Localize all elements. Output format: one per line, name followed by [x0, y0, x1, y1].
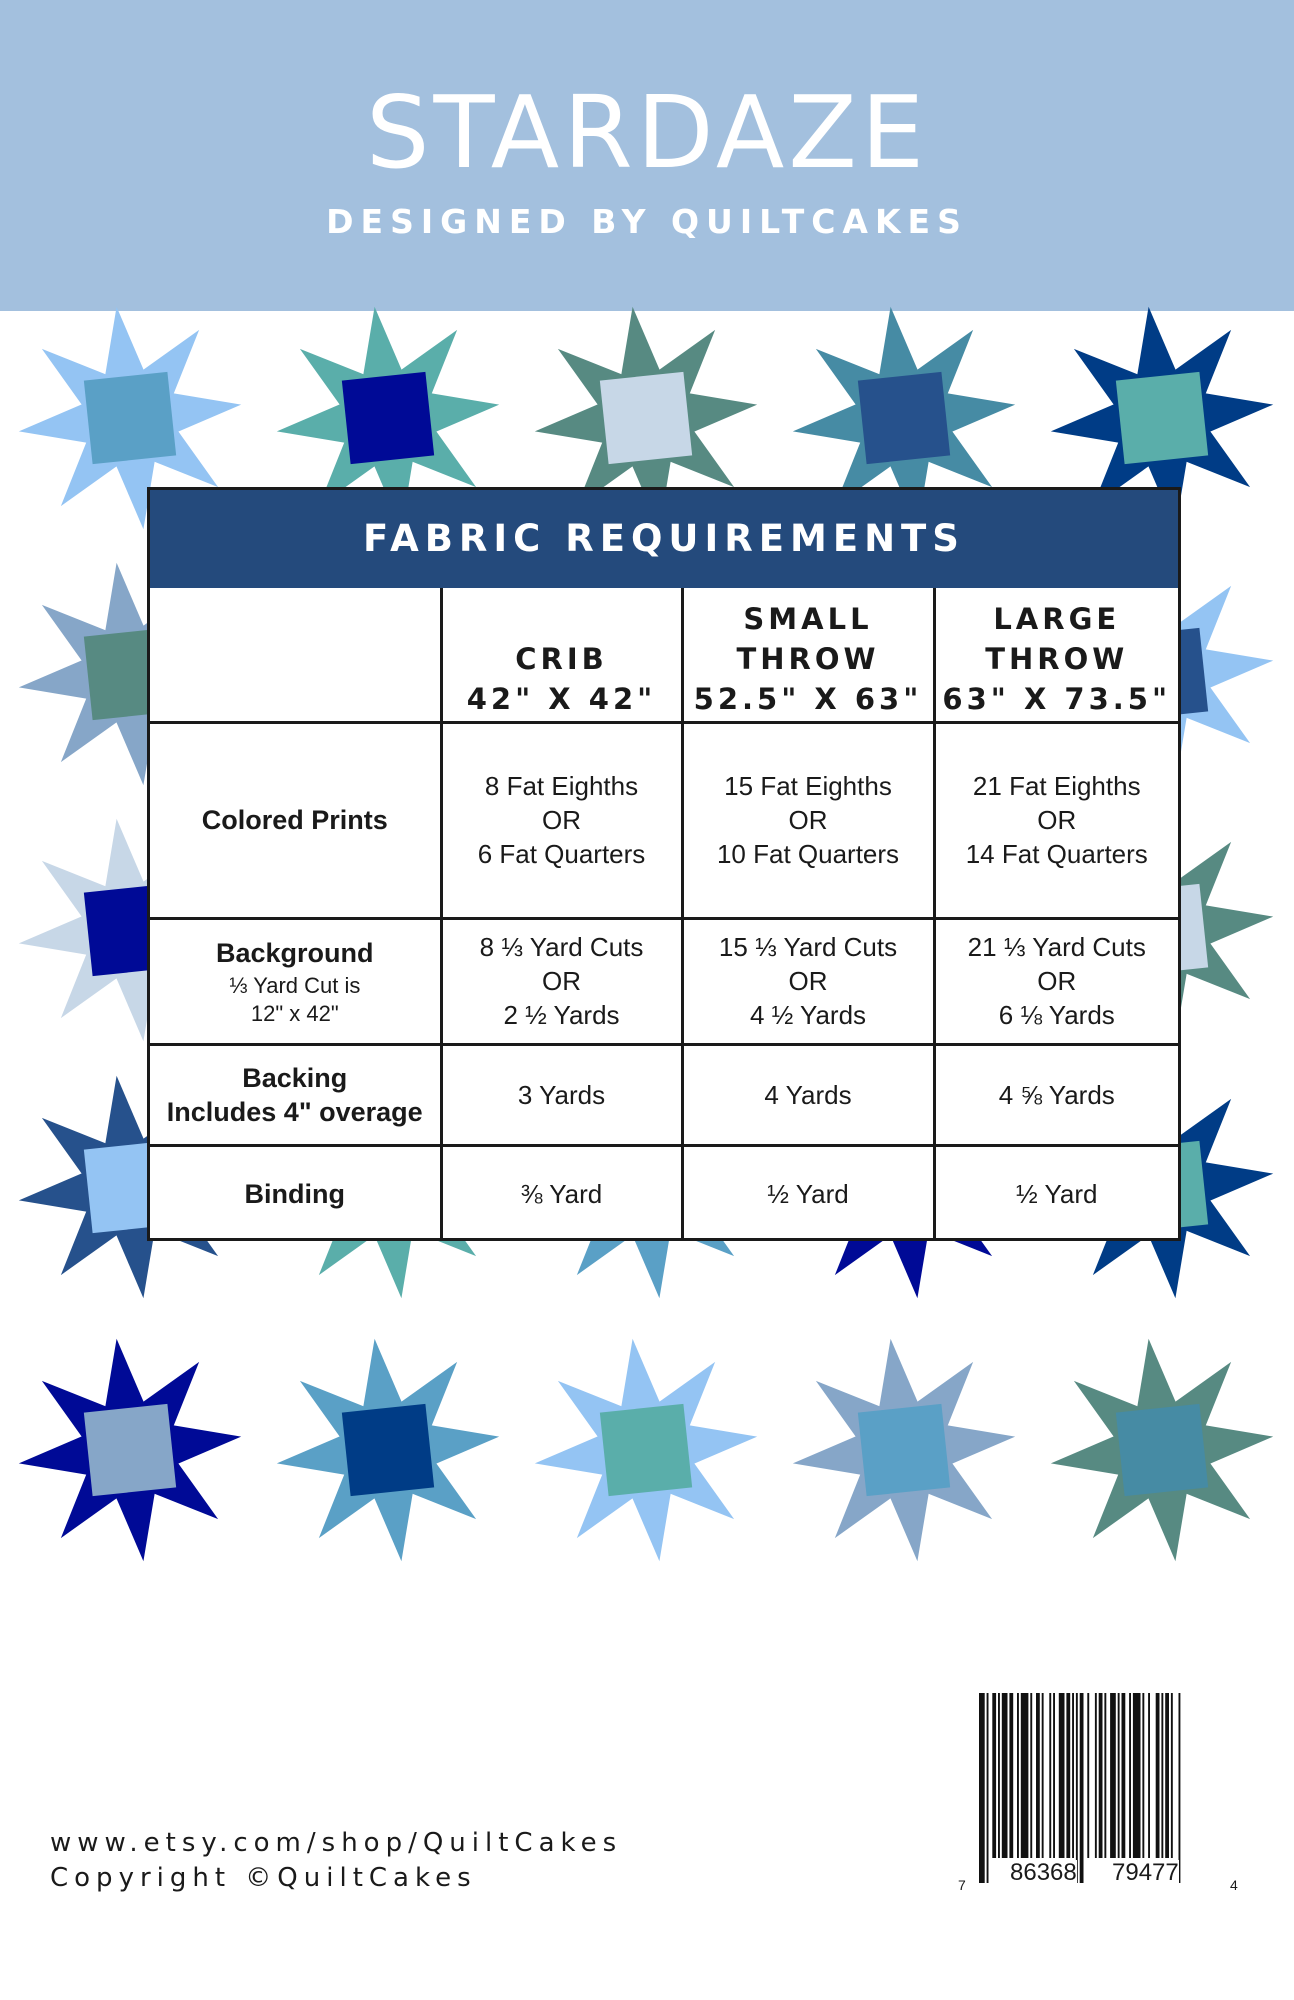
cell-crib-backing: 3 Yards [441, 1044, 682, 1145]
row-label-colored-prints: Colored Prints [150, 722, 441, 918]
barcode-bar [1171, 1693, 1173, 1858]
barcode-bar [1030, 1693, 1032, 1858]
barcode-bar [1059, 1693, 1065, 1858]
star-center [858, 372, 950, 464]
row-label-backing: Backing Includes 4" overage [150, 1044, 441, 1145]
barcode [955, 1693, 1245, 1893]
cell-crib-background: 8 ⅓ Yard Cuts OR 2 ½ Yards [441, 918, 682, 1044]
copyright-notice: Copyright ©QuiltCakes [50, 1863, 477, 1893]
barcode-bar [1099, 1693, 1103, 1858]
barcode-bar [979, 1693, 985, 1883]
table-title: FABRIC REQUIREMENTS [150, 490, 1178, 588]
cell-large-throw-colored-prints: 21 Fat Eighths OR 14 Fat Quarters [934, 722, 1178, 918]
barcode-bar [1087, 1693, 1089, 1858]
barcode-bar [1042, 1693, 1044, 1858]
barcode-bar [1179, 1693, 1181, 1883]
star-center [1116, 372, 1208, 464]
barcode-bar [1036, 1693, 1040, 1858]
barcode-bar [1076, 1693, 1078, 1883]
barcode-bar [992, 1693, 996, 1858]
star-block [19, 1339, 241, 1561]
cell-crib-binding: ⅜ Yard [441, 1145, 682, 1241]
star-block [535, 1339, 757, 1561]
shop-url: www.etsy.com/shop/QuiltCakes [50, 1828, 623, 1858]
barcode-bar [1122, 1693, 1126, 1858]
barcode-bar [1095, 1693, 1097, 1858]
star-center [342, 372, 434, 464]
barcode-bar [1009, 1693, 1013, 1858]
fabric-requirements-table [147, 487, 1181, 1241]
barcode-bar [998, 1693, 1000, 1858]
barcode-group-one: 86368 [1010, 1859, 1077, 1886]
barcode-digit-right: 4 [1230, 1872, 1238, 1898]
star-center [600, 1404, 692, 1496]
star-center [84, 1404, 176, 1496]
star-center [600, 372, 692, 464]
cell-large-throw-binding: ½ Yard [934, 1145, 1178, 1241]
barcode-bar [1053, 1693, 1055, 1858]
star-block [277, 1339, 499, 1561]
table-row [150, 918, 1178, 1044]
star-center [1116, 1404, 1208, 1496]
star-block [1051, 1339, 1273, 1561]
star-center [84, 372, 176, 464]
barcode-group-two: 79477 [1112, 1859, 1179, 1886]
barcode-bar [1002, 1693, 1008, 1858]
barcode-bar [987, 1693, 989, 1883]
cell-small-throw-backing: 4 Yards [682, 1044, 934, 1145]
column-header-row [150, 588, 1178, 722]
column-header-large-throw: LARGE THROW 63" X 73.5" [934, 588, 1178, 722]
pattern-title: STARDAZE [365, 74, 929, 191]
cell-crib-colored-prints: 8 Fat Eighths OR 6 Fat Quarters [441, 722, 682, 918]
barcode-bar [1110, 1693, 1116, 1858]
barcode-bar [1165, 1693, 1169, 1858]
cell-small-throw-background: 15 ⅓ Yard Cuts OR 4 ½ Yards [682, 918, 934, 1044]
table-row [150, 722, 1178, 918]
row-label-background: Background ⅓ Yard Cut is 12" x 42" [150, 918, 441, 1044]
barcode-bar [1156, 1693, 1160, 1858]
barcode-bar [1104, 1693, 1106, 1858]
barcode-digit-left: 7 [958, 1872, 966, 1898]
designer-subtitle: DESIGNED BY QUILTCAKES [326, 202, 968, 241]
barcode-bar [1049, 1693, 1051, 1858]
barcode-bar [1161, 1693, 1163, 1858]
barcode-bar [1021, 1693, 1029, 1858]
cell-small-throw-colored-prints: 15 Fat Eighths OR 10 Fat Quarters [682, 722, 934, 918]
cell-small-throw-binding: ½ Yard [682, 1145, 934, 1241]
table-row [150, 1044, 1178, 1145]
barcode-bar [1118, 1693, 1120, 1858]
barcode-bar [1142, 1693, 1144, 1858]
barcode-bar [1072, 1693, 1074, 1858]
empty-corner-cell [150, 588, 441, 722]
barcode-bar [1066, 1693, 1070, 1858]
requirements-grid [150, 588, 1178, 1241]
barcode-bar [1080, 1693, 1084, 1883]
barcode-bar [1133, 1693, 1141, 1858]
barcode-bar [1017, 1693, 1019, 1858]
column-header-small-throw: SMALL THROW 52.5" X 63" [682, 588, 934, 722]
star-block [793, 1339, 1015, 1561]
cell-large-throw-background: 21 ⅓ Yard Cuts OR 6 ⅛ Yards [934, 918, 1178, 1044]
column-header-crib: CRIB 42" X 42" [441, 588, 682, 722]
star-center [858, 1404, 950, 1496]
row-label-binding: Binding [150, 1145, 441, 1241]
barcode-bar [1148, 1693, 1150, 1858]
barcode-bar [1129, 1693, 1131, 1858]
table-row [150, 1145, 1178, 1241]
footer [50, 1826, 622, 1896]
cell-large-throw-backing: 4 ⅝ Yards [934, 1044, 1178, 1145]
star-center [342, 1404, 434, 1496]
